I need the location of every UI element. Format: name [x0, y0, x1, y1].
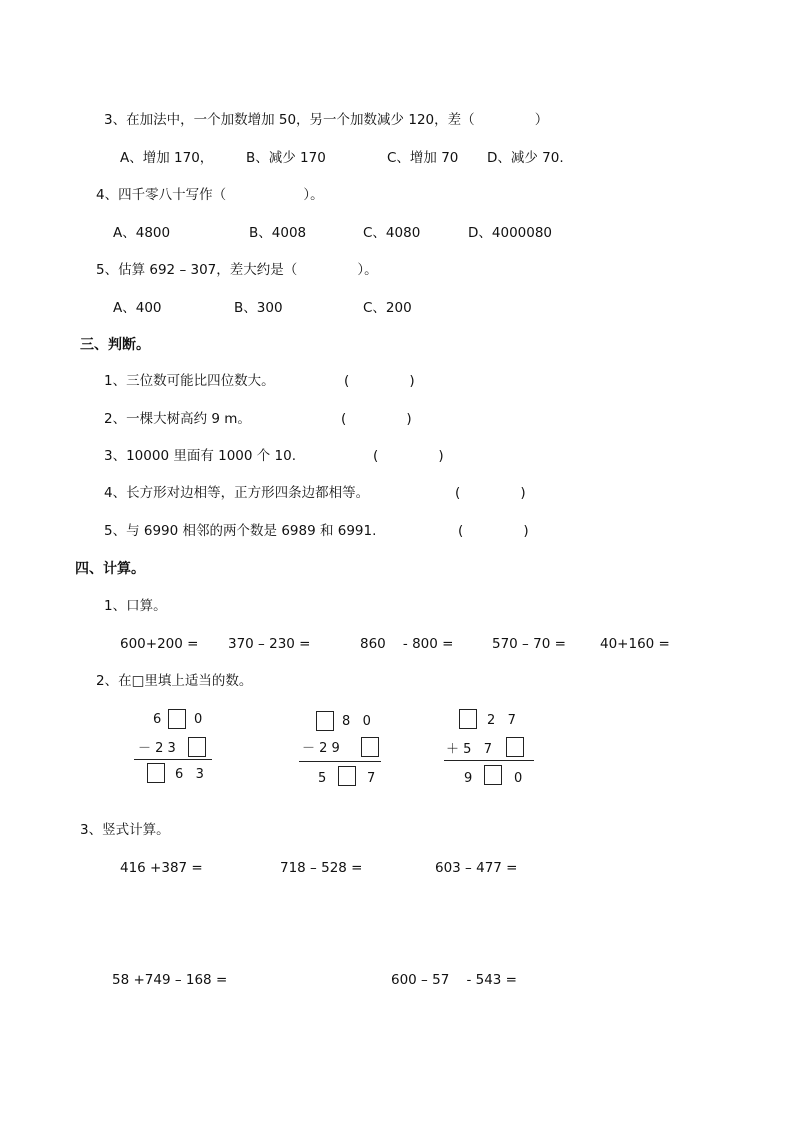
oral-calc-label: 1、口算。 — [104, 598, 167, 614]
p3-blank-box-1[interactable] — [459, 709, 477, 729]
q3-option-d: D、减少 70. — [487, 150, 564, 166]
judge-item-4: 4、长方形对边相等，正方形四条边都相等。 — [104, 485, 370, 501]
section-calc-heading: 四、计算。 — [75, 561, 145, 577]
section-judge-heading: 三、判断。 — [80, 337, 150, 353]
vertical-item-3: 603 – 477 = — [435, 860, 518, 876]
q5-option-a: A、400 — [113, 300, 162, 316]
p3-sum-line — [444, 760, 534, 761]
vertical-calc-label: 3、竖式计算。 — [80, 822, 170, 838]
q3-option-b: B、减少 170 — [246, 150, 326, 166]
p2-digit: 5 — [318, 771, 327, 786]
vertical-item-5: 600 – 57 - 543 = — [391, 972, 517, 988]
p3-digit: 0 — [514, 771, 523, 786]
p3-digit: 9 — [464, 771, 473, 786]
oral-item-4: 570 – 70 = — [492, 636, 566, 652]
p1-sum-line — [134, 759, 212, 760]
q3-option-c: C、增加 70 — [387, 150, 459, 166]
p2-digit: 7 — [367, 771, 376, 786]
oral-item-5: 40+160 = — [600, 636, 670, 652]
question-4-stem: 4、四千零八十写作（ ）。 — [96, 187, 324, 203]
q5-option-c: C、200 — [363, 300, 412, 316]
p3-blank-box-3[interactable] — [484, 765, 502, 785]
oral-item-3: 860 - 800 = — [360, 636, 454, 652]
question-5-stem: 5、估算 692 – 307，差大约是（ ）。 — [96, 262, 378, 278]
judge-item-2-answer: ( ) — [341, 411, 412, 427]
p1-subtrahend: － 2 3 — [138, 741, 176, 756]
q5-option-b: B、300 — [234, 300, 283, 316]
p2-top-digits: 8 0 — [342, 714, 371, 729]
judge-item-1-answer: ( ) — [344, 373, 415, 389]
q4-option-b: B、4008 — [249, 225, 307, 241]
p1-blank-box-3[interactable] — [147, 763, 165, 783]
judge-item-2: 2、一棵大树高约 9 m。 — [104, 411, 251, 427]
oral-item-2: 370 – 230 = — [228, 636, 311, 652]
judge-item-5: 5、与 6990 相邻的两个数是 6989 和 6991. — [104, 523, 377, 539]
p1-digit: 0 — [194, 712, 203, 727]
p1-digit: 6 — [153, 712, 162, 727]
fill-box-label: 2、在□里填上适当的数。 — [96, 673, 253, 689]
judge-item-4-answer: ( ) — [455, 485, 526, 501]
p1-blank-box-1[interactable] — [168, 709, 186, 729]
q4-option-a: A、4800 — [113, 225, 171, 241]
oral-item-1: 600+200 = — [120, 636, 199, 652]
p1-result-digits: 6 3 — [175, 767, 204, 782]
judge-item-3: 3、10000 里面有 1000 个 10. — [104, 448, 297, 464]
question-3-stem: 3、在加法中，一个加数增加 50，另一个加数减少 120，差（ ） — [104, 112, 549, 128]
q4-option-c: C、4080 — [363, 225, 421, 241]
p2-sum-line — [299, 761, 381, 762]
p3-blank-box-2[interactable] — [506, 737, 524, 757]
judge-item-5-answer: ( ) — [458, 523, 529, 539]
vertical-item-4: 58 +749 – 168 = — [112, 972, 228, 988]
p1-blank-box-2[interactable] — [188, 737, 206, 757]
q3-option-a: A、增加 170， — [120, 150, 214, 166]
q4-option-d: D、4000080 — [468, 225, 553, 241]
p2-blank-box-2[interactable] — [361, 737, 379, 757]
p2-blank-box-1[interactable] — [316, 711, 334, 731]
p3-addend: ＋ 5 7 — [446, 742, 493, 757]
vertical-item-2: 718 – 528 = — [280, 860, 363, 876]
p2-subtrahend: － 2 9 — [302, 741, 340, 756]
judge-item-3-answer: ( ) — [373, 448, 444, 464]
p2-blank-box-3[interactable] — [338, 766, 356, 786]
vertical-item-1: 416 +387 = — [120, 860, 203, 876]
judge-item-1: 1、三位数可能比四位数大。 — [104, 373, 275, 389]
p3-top-digits: 2 7 — [487, 713, 516, 728]
